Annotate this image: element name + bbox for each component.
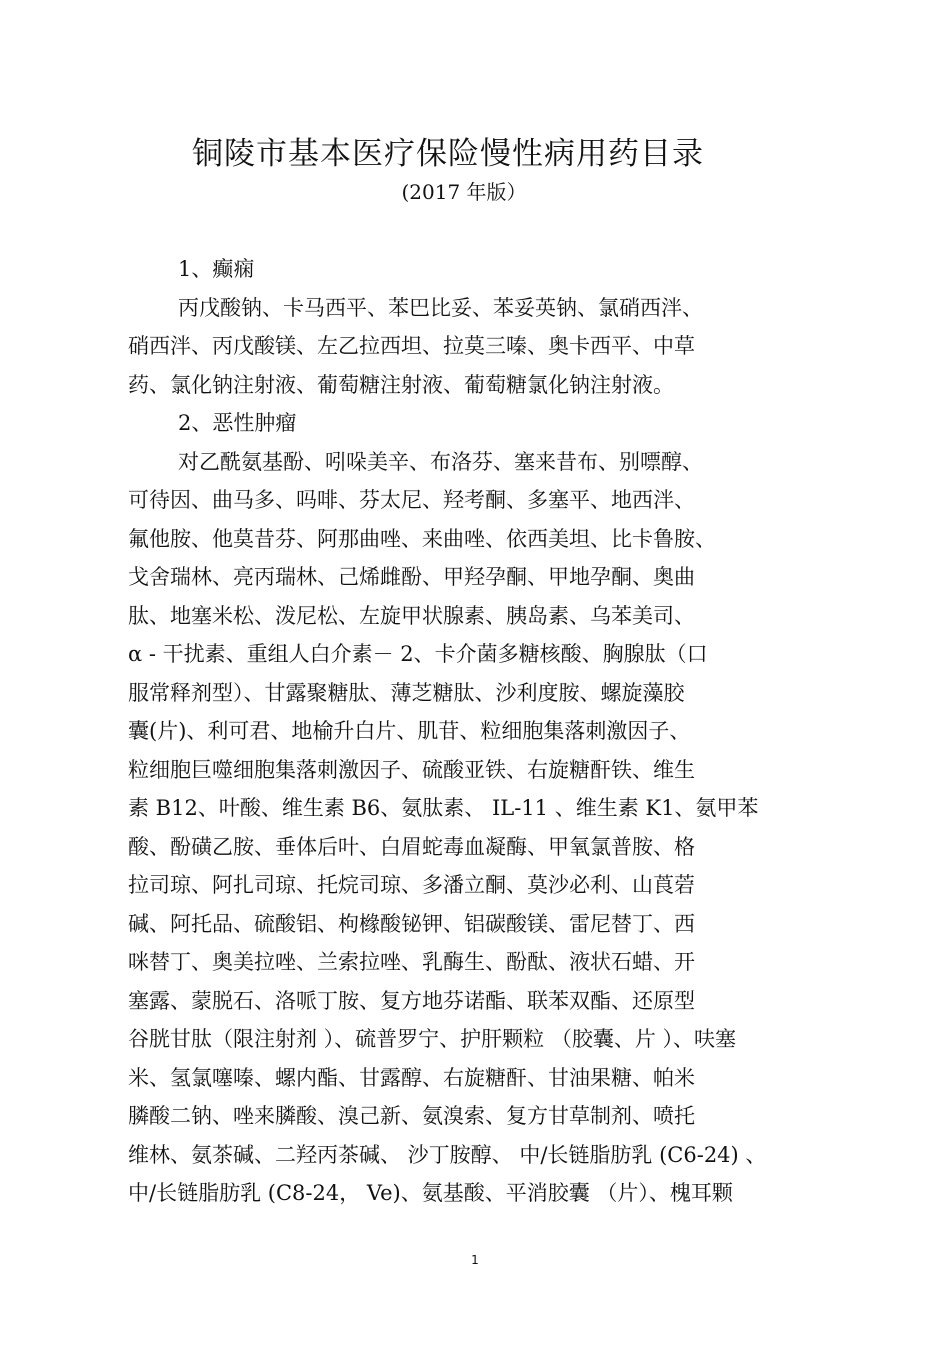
page-number: 1: [471, 1253, 479, 1267]
document-subtitle: (2017 年版）: [401, 180, 527, 204]
body-line: 谷胱甘肽（限注射剂 ）、硫普罗宁、护肝颗粒 （胶囊、片 ）、呋塞: [128, 1027, 737, 1051]
body-line: 拉司琼、阿扎司琼、托烷司琼、多潘立酮、莫沙必利、山莨菪: [128, 873, 695, 897]
body-line: 酸、酚磺乙胺、垂体后叶、白眉蛇毒血凝酶、甲氧氯普胺、格: [128, 834, 695, 859]
body-line: 对乙酰氨基酚、吲哚美辛、布洛芬、塞来昔布、别嘌醇、: [178, 449, 703, 474]
section-heading-malignant-tumor: 2、恶性肿瘤: [178, 411, 297, 435]
body-line: 肽、地塞米松、泼尼松、左旋甲状腺素、胰岛素、乌苯美司、: [128, 603, 695, 628]
body-line: 膦酸二钠、唑来膦酸、溴己新、氨溴索、复方甘草制剂、喷托: [128, 1104, 695, 1128]
body-line: 戈舍瑞林、亮丙瑞林、己烯雌酚、甲羟孕酮、甲地孕酮、奥曲: [128, 565, 695, 589]
body-line: 囊(片)、利可君、地榆升白片、肌苷、粒细胞集落刺激因子、: [128, 719, 691, 743]
section-heading-epilepsy: 1、癫痫: [178, 257, 255, 281]
body-line: 维林、氨茶碱、二羟丙茶碱、 沙丁胺醇、 中/长链脂肪乳 (C6-24) 、: [128, 1142, 767, 1167]
body-line: 塞露、蒙脱石、洛哌丁胺、复方地芬诺酯、联苯双酯、还原型: [128, 988, 695, 1013]
body-line: 咪替丁、奥美拉唑、兰索拉唑、乳酶生、酚酞、液状石蜡、开: [128, 950, 695, 974]
body-line: 硝西泮、丙戊酸镁、左乙拉西坦、拉莫三嗪、奥卡西平、中草: [128, 334, 695, 358]
document-title: 铜陵市基本医疗保险慢性病用药目录: [192, 136, 704, 172]
document-body: [128, 250, 828, 1213]
body-line: 可待因、曲马多、吗啡、芬太尼、羟考酮、多塞平、地西泮、: [128, 488, 695, 512]
body-line: 粒细胞巨噬细胞集落刺激因子、硫酸亚铁、右旋糖酐铁、维生: [128, 757, 695, 782]
body-line: 药、氯化钠注射液、葡萄糖注射液、葡萄糖氯化钠注射液。: [128, 372, 674, 397]
body-line: 米、氢氯噻嗪、螺内酯、甘露醇、右旋糖酐、甘油果糖、帕米: [128, 1065, 695, 1090]
body-line: 氟他胺、他莫昔芬、阿那曲唑、来曲唑、依西美坦、比卡鲁胺、: [128, 526, 716, 551]
body-line: α - 干扰素、重组人白介素－ 2、卡介菌多糖核酸、胸腺肽（口: [128, 642, 708, 666]
body-line: 服常释剂型）、甘露聚糖肽、薄芝糖肽、沙利度胺、螺旋藻胶: [128, 680, 685, 705]
body-line: 碱、阿托品、硫酸铝、枸橼酸铋钾、铝碳酸镁、雷尼替丁、西: [128, 911, 695, 936]
body-line: 素 B12、叶酸、维生素 B6、氨肽素、 IL-11 、维生素 K1、氨甲苯: [128, 796, 759, 820]
body-line: 丙戊酸钠、卡马西平、苯巴比妥、苯妥英钠、氯硝西泮、: [178, 295, 703, 320]
body-line: 中/长链脂肪乳 (C8-24， Ve)、氨基酸、平消胶囊 （片）、槐耳颗: [128, 1181, 733, 1205]
